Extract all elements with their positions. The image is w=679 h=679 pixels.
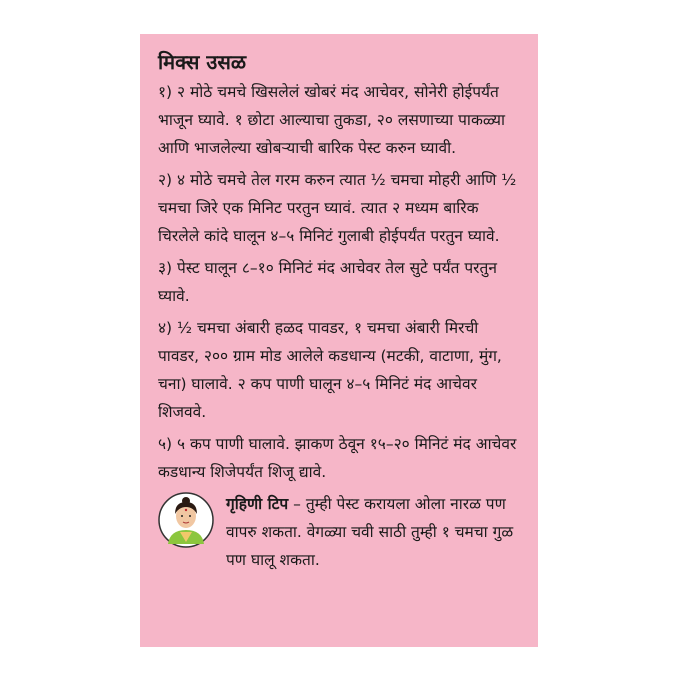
tip-text: तुम्ही पेस्ट करायला ओला नारळ पण वापरु शकता. वेगळ्या चवी साठी तुम्ही १ चमचा गुळ पण घालू शकता. [226,495,514,569]
recipe-step-5: ५) ५ कप पाणी घालावे. झाकण ठेवून १५–२० मिनिटं मंद आचेवर कडधान्य शिजेपर्यंत शिजू द्यावे. [158,435,517,481]
recipe-step-3: ३) पेस्ट घालून ८–१० मिनिटं मंद आचेवर तेल सुटे पर्यंत परतुन घ्यावे. [158,259,497,305]
housewife-avatar-icon [158,492,214,548]
tip-separator: – [288,495,306,513]
housewife-tip [158,490,524,574]
recipe-step-4: ४) ½ चमचा अंबारी हळद पावडर, १ चमचा अंबारी मिरची पावडर, २०० ग्राम मोड आलेले कडधान्य (मटकी, वाटाणा, मुंग, चना) घालावे. २ कप पाणी घालून ४–५ मिनिटं मंद आचेवर शिजववे. [158,319,502,421]
recipe-step-2: २) ४ मोठे चमचे तेल गरम करुन त्यात ½ चमचा मोहरी आणि ½ चमचा जिरे एक मिनिट परतुन घ्यावं. त्यात २ मध्यम बारिक चिरलेले कांदे घालून ४–५ मिनिटं गुलाबी होईपर्यंत परतुन घ्यावे. [158,171,517,245]
recipe-step-1: १) २ मोठे चमचे खिसलेलं खोबरं मंद आचेवर, सोनेरी होईपर्यंत भाजून घ्यावे. १ छोटा आल्याचा तुकडा, २० लसणाच्या पाकळ्या आणि भाजलेल्या खोबऱ्याची बारिक पेस्ट करुन घ्यावी. [158,83,505,157]
tip-label: गृहिणी टिप [226,495,289,513]
recipe-title: मिक्स उसळ [158,50,247,74]
recipe-card [140,34,538,647]
